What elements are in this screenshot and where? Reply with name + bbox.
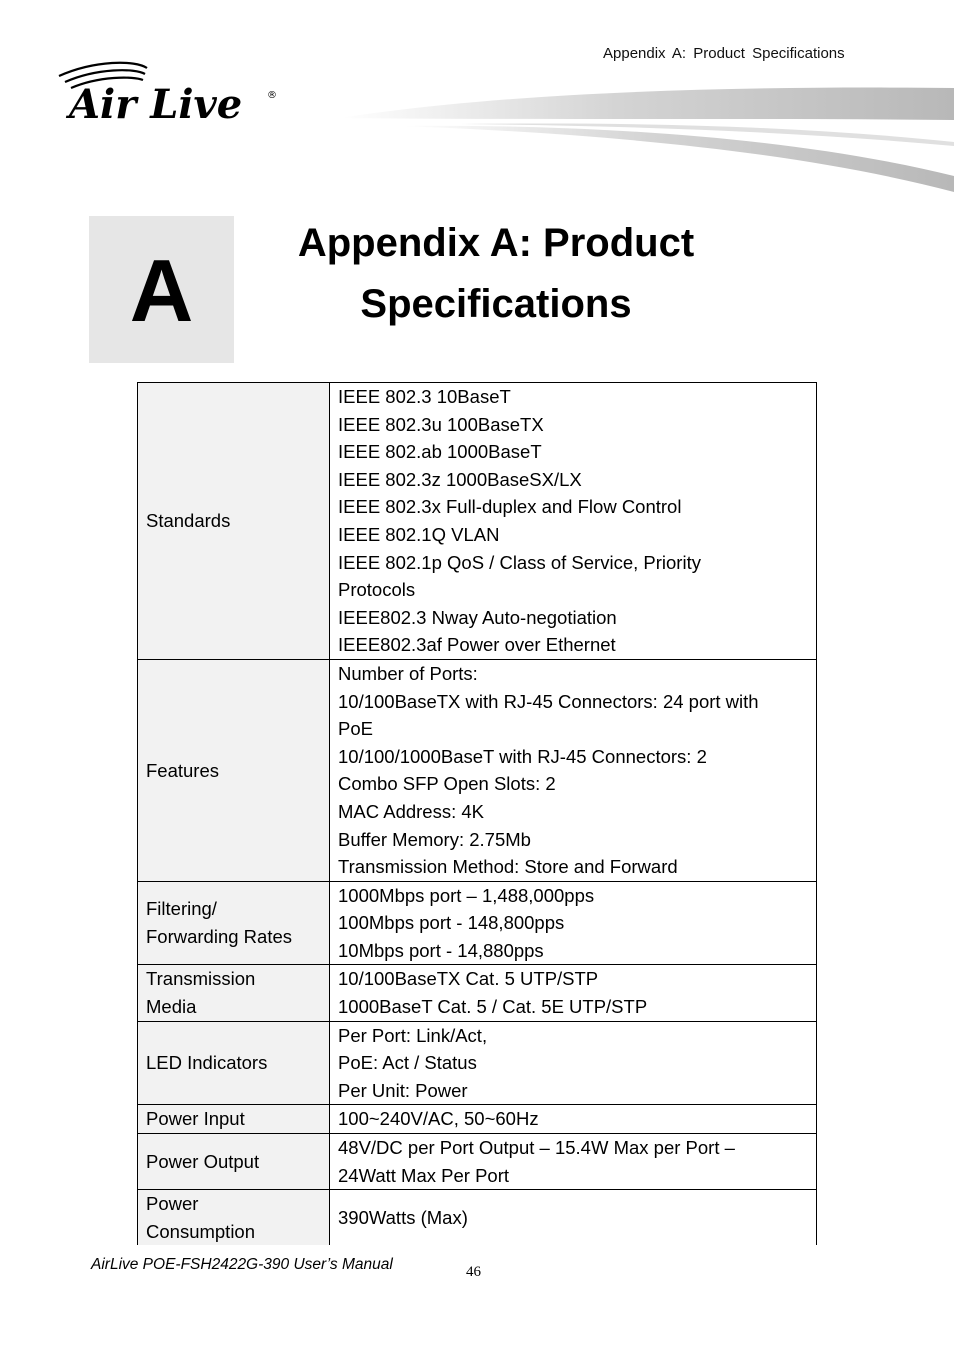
table-row [138,881,817,965]
spec-value-line: 390Watts (Max) [338,1207,468,1229]
page-title [250,213,742,335]
spec-value-line: 24Watt Max Per Port [338,1164,510,1186]
spec-value-line: Per Unit: Power [338,1079,468,1101]
spec-value-line: 10Mbps port - 14,880pps [338,939,544,961]
spec-value-line: 48V/DC per Port Output – 15.4W Max per Port – [338,1137,735,1159]
spec-value-line: IEEE 802.3z 1000BaseSX/LX [338,468,582,490]
spec-label-cell [138,659,330,881]
chapter-letter-box [89,216,234,363]
spec-label: Standards [146,510,231,532]
spec-label: LED Indicators [146,1052,268,1074]
logo-text: Air Live [69,81,243,128]
spec-label-cell [138,1021,330,1105]
spec-label-cell [138,1190,330,1246]
spec-value-line: 1000BaseT Cat. 5 / Cat. 5E UTP/STP [338,996,648,1018]
spec-value-line: Buffer Memory: 2.75Mb [338,828,531,850]
spec-label: Features [146,759,220,781]
spec-value-line: 100Mbps port - 148,800pps [338,912,565,934]
spec-label: Consumption [146,1220,256,1242]
spec-value-cell [330,383,817,660]
spec-value-line: PoE: Act / Status [338,1052,477,1074]
spec-label: Power Output [146,1150,260,1172]
table-row [138,1021,817,1105]
footer-manual-title: AirLive POE-FSH2422G-390 User’s Manual [91,1256,393,1273]
spec-value-cell [330,1021,817,1105]
spec-label: Power [146,1193,199,1215]
spec-value-line: Transmission Method: Store and Forward [338,856,678,878]
airlive-logo [55,58,285,128]
spec-value-cell [330,1190,817,1246]
page-title-line-1: Appendix A: Product [297,221,695,265]
decorative-swoosh [340,80,954,200]
spec-label: Media [146,996,197,1018]
spec-value-line: 1000Mbps port – 1,488,000pps [338,884,595,906]
spec-value-cell [330,1105,817,1134]
spec-value-cell [330,965,817,1021]
spec-label-cell [138,383,330,660]
spec-value-cell [330,881,817,965]
table-row [138,1105,817,1134]
spec-label: Power Input [146,1108,245,1130]
spec-value-line: 10/100BaseTX with RJ-45 Connectors: 24 port with [338,690,759,712]
specifications-table [137,382,817,1245]
spec-value-line: PoE [338,718,373,740]
spec-value-line: MAC Address: 4K [338,800,485,822]
spec-label: Filtering/ [146,898,217,920]
page-title-line-2: Specifications [360,282,632,326]
spec-value-line: IEEE 802.3 10BaseT [338,386,511,407]
table-row [138,1134,817,1190]
spec-value-cell [330,1134,817,1190]
spec-value-cell [330,659,817,881]
spec-label-cell [138,881,330,965]
table-row [138,965,817,1021]
page-number: 46 [466,1264,481,1280]
spec-value-line: Number of Ports: [338,662,478,684]
spec-value-line: IEEE802.3af Power over Ethernet [338,634,616,656]
spec-value-line: IEEE 802.1p QoS / Class of Service, Priority [338,551,701,573]
spec-label: Transmission [146,968,256,990]
spec-value-line: 100~240V/AC, 50~60Hz [338,1108,539,1130]
spec-label: Forwarding Rates [146,926,293,948]
spec-label-cell [138,1105,330,1134]
running-header: Appendix A: Product Specifications [603,45,845,62]
spec-value-line: Combo SFP Open Slots: 2 [338,773,556,795]
spec-value-line: IEEE 802.ab 1000BaseT [338,441,542,463]
registered-mark: ® [267,90,277,101]
spec-label-cell [138,1134,330,1190]
spec-value-line: IEEE 802.3x Full-duplex and Flow Control [338,496,682,518]
spec-value-line: 10/100BaseTX Cat. 5 UTP/STP [338,968,599,990]
spec-value-line: IEEE802.3 Nway Auto-negotiation [338,606,617,628]
table-row [138,659,817,881]
table-row [138,383,817,660]
spec-value-line: Protocols [338,579,416,601]
chapter-letter: A [129,240,194,340]
spec-value-line: IEEE 802.1Q VLAN [338,523,500,545]
spec-value-line: IEEE 802.3u 100BaseTX [338,413,544,435]
spec-value-line: 10/100/1000BaseT with RJ-45 Connectors: 2 [338,745,707,767]
spec-label-cell [138,965,330,1021]
spec-value-line: Per Port: Link/Act, [338,1024,488,1046]
table-row [138,1190,817,1246]
